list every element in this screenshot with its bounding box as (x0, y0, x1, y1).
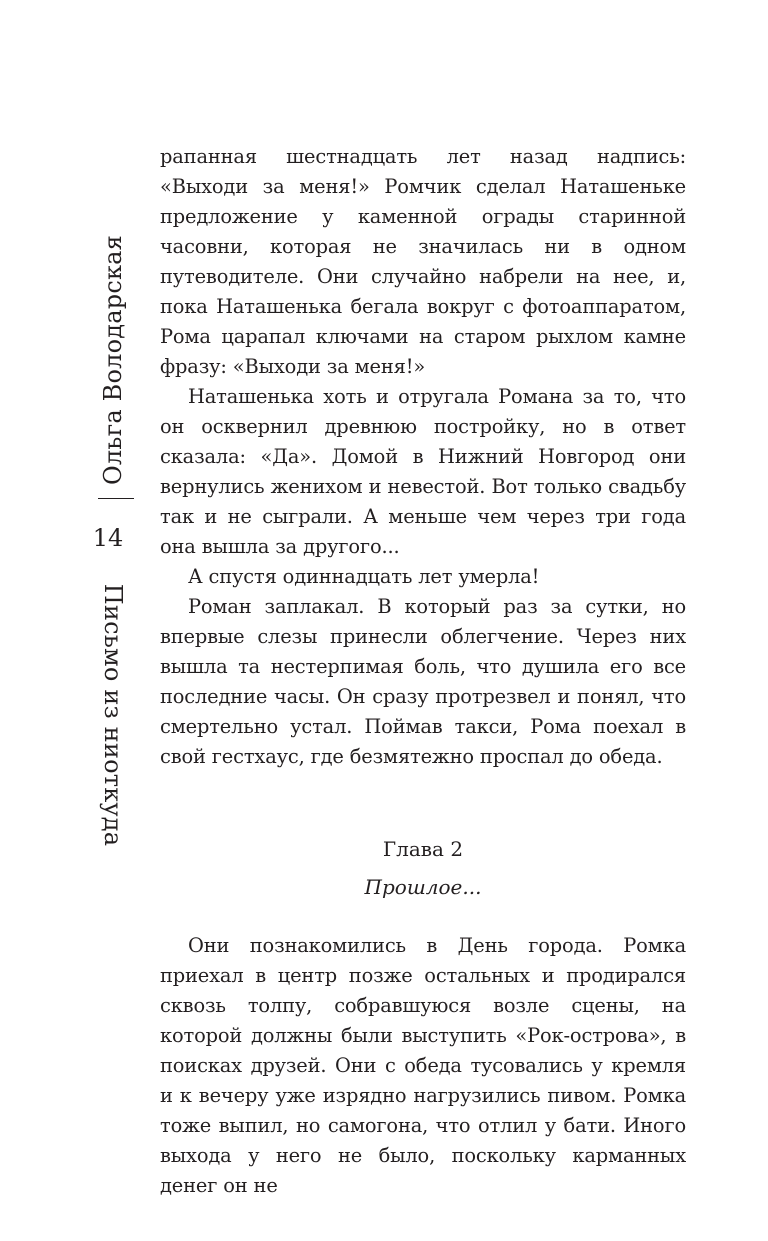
paragraph: Они познакомились в День города. Ромка приехал в центр позже остальных и продирался сквозь толпу, собравшуюся возле сцены, на которой должны были выступить «Рок-острова», в поисках друзей. Они с обеда тусовались у кремля и к вечеру уже изрядно нагрузились пивом. Ромка тоже выпил, но самогона, что отлил у бати. Иного выхода у него не было, поскольку карманных денег он не (160, 934, 686, 1197)
author-name: Ольга Володарская (99, 234, 127, 486)
text-column (160, 142, 686, 1201)
paragraph: Наташенька хоть и отругала Романа за то, что он осквернил древнюю постройку, но в ответ сказала: «Да». Домой в Нижний Новгород они вернулись женихом и невестой. Вот только свадьбу так и не сыграли. А меньше чем через три года она вышла за другого... (160, 385, 686, 558)
running-head-author (88, 234, 138, 486)
paragraph: А спустя одиннадцать лет умерла! (188, 565, 540, 588)
running-head-book-title (88, 585, 138, 845)
page-number: 14 (92, 524, 124, 552)
paragraph: рапанная шестнадцать лет назад надпись: «Выходи за меня!» Ромчик сделал Наташеньке предложение у каменной ограды старинной часовни, которая не значилась ни в одном путеводителе. Они случайно набрели на нее, и, пока Наташенька бегала вокруг с фотоаппаратом, Рома царапал ключами на старом рыхлом камне фразу: «Выходи за меня!» (160, 145, 686, 378)
chapter-heading: Глава 2 (382, 837, 464, 861)
chapter-subtitle: Прошлое... (364, 875, 482, 899)
book-title: Письмо из ниоткуда (99, 583, 127, 847)
paragraph: Роман заплакал. В который раз за сутки, но впервые слезы принесли облегчение. Через них вышла та нестерпимая боль, что душила его все последние часы. Он сразу протрезвел и понял, что смертельно устал. Поймав такси, Рома поехал в свой гестхаус, где безмятежно проспал до обеда. (160, 595, 686, 768)
running-head-divider (98, 498, 134, 499)
